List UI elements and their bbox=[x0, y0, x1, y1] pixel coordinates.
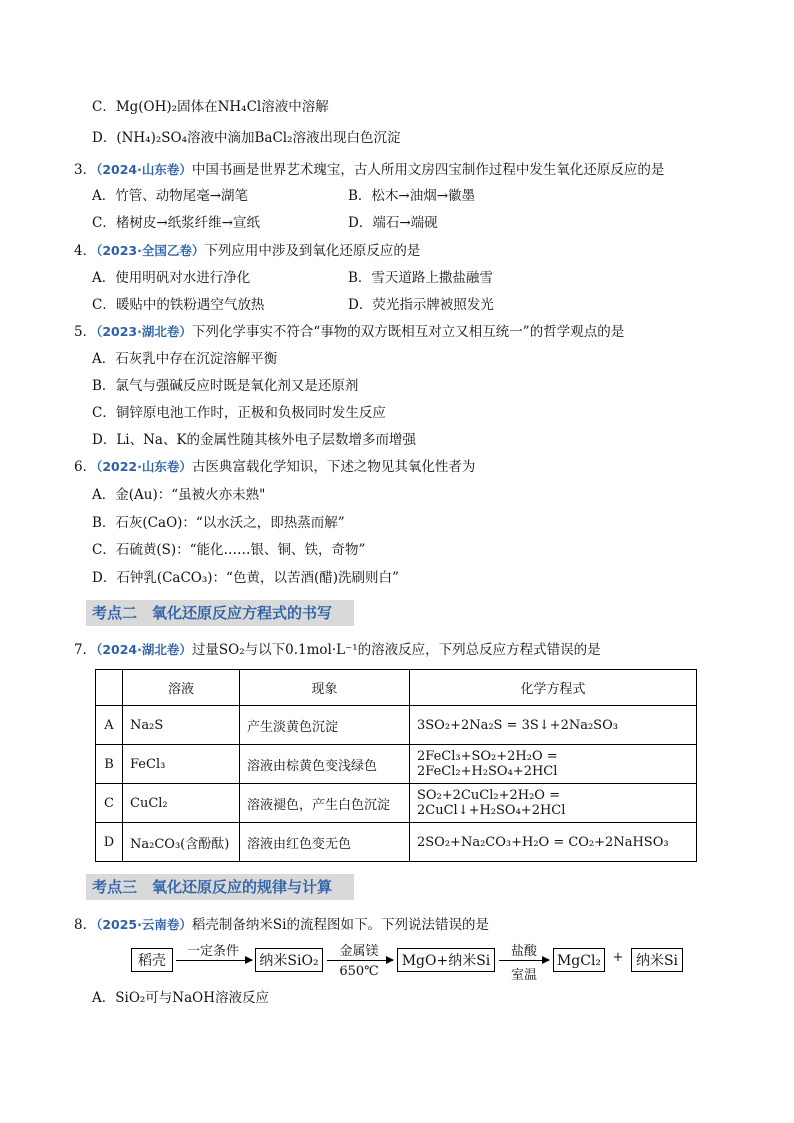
table-cell: 2FeCl₃+SO₂+2H₂O = 2FeCl₂+H₂SO₄+2HCl bbox=[410, 745, 697, 784]
table-cell: 2SO₂+Na₂CO₃+H₂O = CO₂+2NaHSO₃ bbox=[410, 823, 697, 862]
table-header-cell: 溶液 bbox=[123, 670, 240, 706]
table-cell: CuCl₂ bbox=[123, 784, 240, 823]
table-row bbox=[96, 823, 697, 862]
q6-number: 6． bbox=[74, 459, 97, 475]
table-header-row bbox=[96, 670, 697, 706]
q6-option-d: D．石钟乳(CaCO₃)：“色黄，以苦酒(醋)洗刷则白” bbox=[92, 570, 399, 586]
q3-option-c: C．楮树皮→纸浆纤维→宣纸 bbox=[92, 215, 260, 231]
q4-stem-line bbox=[74, 241, 420, 261]
table-cell: B bbox=[96, 745, 123, 784]
q6-option-b: B．石灰(CaO)：“以水沃之，即热蒸而解” bbox=[92, 515, 345, 531]
q2-option-d: D．(NH₄)₂SO₄溶液中滴加BaCl₂溶液出现白色沉淀 bbox=[92, 130, 401, 146]
q6-source: （2022·山东卷） bbox=[96, 459, 192, 474]
table-row bbox=[96, 784, 697, 823]
q5-stem-line bbox=[74, 322, 624, 342]
q8-source: （2025·云南卷） bbox=[96, 917, 192, 932]
flow-condition-2-bottom: 650℃ bbox=[339, 964, 379, 979]
flow-arrow-1 bbox=[176, 960, 252, 961]
q4-number: 4． bbox=[74, 243, 97, 259]
q6-stem-line bbox=[74, 457, 475, 477]
q4-stem: 下列应用中涉及到氧化还原反应的是 bbox=[204, 243, 421, 259]
section-heading-kd2: 考点二 氧化还原反应方程式的书写 bbox=[86, 600, 354, 626]
table-cell: C bbox=[96, 784, 123, 823]
section-heading-kd3: 考点三 氧化还原反应的规律与计算 bbox=[86, 874, 354, 900]
q6-option-c: C．石硫黄(S)：“能化……银、铜、铁，奇物” bbox=[92, 542, 366, 558]
q4-option-c: C．暖贴中的铁粉遇空气放热 bbox=[92, 297, 265, 313]
q7-table bbox=[95, 669, 697, 862]
q6-stem: 古医典富载化学知识，下述之物见其氧化性者为 bbox=[191, 459, 476, 475]
q5-option-d: D．Li、Na、K的金属性随其核外电子层数增多而增强 bbox=[92, 432, 417, 448]
table-cell: FeCl₃ bbox=[123, 745, 240, 784]
flow-box-rice-husk: 稻壳 bbox=[131, 948, 173, 972]
table-cell: A bbox=[96, 706, 123, 745]
table-cell: Na₂S bbox=[123, 706, 240, 745]
flow-arrow-3 bbox=[499, 960, 549, 961]
q8-number: 8． bbox=[74, 917, 97, 933]
table-row bbox=[96, 706, 697, 745]
flow-condition-3-bottom: 室温 bbox=[510, 968, 537, 983]
q5-option-a: A．石灰乳中存在沉淀溶解平衡 bbox=[92, 351, 278, 367]
q8-flow-diagram bbox=[0, 942, 794, 982]
flow-plus: + bbox=[612, 950, 624, 965]
table-header-cell: 化学方程式 bbox=[410, 670, 697, 706]
q4-option-b: B．雪天道路上撒盐融雪 bbox=[348, 270, 493, 286]
flow-arrow-2 bbox=[327, 960, 393, 961]
table-cell: 产生淡黄色沉淀 bbox=[240, 706, 410, 745]
table-cell: 溶液由红色变无色 bbox=[240, 823, 410, 862]
q7-stem-line bbox=[74, 640, 601, 660]
q8-stem-line bbox=[74, 915, 489, 935]
table-cell: SO₂+2CuCl₂+2H₂O = 2CuCl↓+H₂SO₄+2HCl bbox=[410, 784, 697, 823]
q5-number: 5． bbox=[74, 324, 97, 340]
q3-number: 3． bbox=[74, 162, 97, 178]
flow-condition-1: 一定条件 bbox=[186, 944, 239, 959]
q8-stem: 稻壳制备纳米Si的流程图如下。下列说法错误的是 bbox=[191, 917, 489, 933]
q3-source: （2024·山东卷） bbox=[96, 162, 192, 177]
q5-option-c: C．铜锌原电池工作时，正极和负极同时发生反应 bbox=[92, 405, 386, 421]
q6-option-a: A．金(Au)：“虽被火亦未熟" bbox=[92, 487, 266, 503]
q4-option-a: A．使用明矾对水进行净化 bbox=[92, 270, 251, 286]
q3-stem-line bbox=[74, 160, 664, 180]
q7-source: （2024·湖北卷） bbox=[96, 642, 192, 657]
flow-box-mgo-nano-si: MgO+纳米Si bbox=[397, 948, 495, 972]
table-row bbox=[96, 745, 697, 784]
flow-box-mgcl2: MgCl₂ bbox=[553, 948, 605, 972]
q3-option-b: B．松木→油烟→徽墨 bbox=[348, 188, 476, 204]
q7-stem: 过量SO₂与以下0.1mol·L⁻¹的溶液反应，下列总反应方程式错误的是 bbox=[191, 642, 601, 658]
q2-option-c: C．Mg(OH)₂固体在NH₄Cl溶液中溶解 bbox=[92, 99, 329, 115]
table-cell: Na₂CO₃(含酚酞) bbox=[123, 823, 240, 862]
table-cell: D bbox=[96, 823, 123, 862]
q5-source: （2023·湖北卷） bbox=[96, 324, 192, 339]
q3-option-a: A．竹管、动物尾毫→湖笔 bbox=[92, 188, 249, 204]
table-cell: 溶液褪色，产生白色沉淀 bbox=[240, 784, 410, 823]
q3-stem: 中国书画是世界艺术瑰宝，古人所用文房四宝制作过程中发生氧化还原反应的是 bbox=[191, 162, 665, 178]
table-header-cell: 现象 bbox=[240, 670, 410, 706]
table-cell: 3SO₂+2Na₂S = 3S↓+2Na₂SO₃ bbox=[410, 706, 697, 745]
q7-number: 7． bbox=[74, 642, 97, 658]
q8-option-a: A．SiO₂可与NaOH溶液反应 bbox=[92, 990, 269, 1006]
q5-stem: 下列化学事实不符合“事物的双方既相互对立又相互统一”的哲学观点的是 bbox=[191, 324, 625, 340]
q4-option-d: D．荧光指示牌被照发光 bbox=[348, 297, 494, 313]
table-cell: 溶液由棕黄色变浅绿色 bbox=[240, 745, 410, 784]
flow-box-nano-sio2: 纳米SiO₂ bbox=[255, 948, 323, 972]
q3-option-d: D．端石→端砚 bbox=[348, 215, 438, 231]
flow-condition-3-top: 盐酸 bbox=[510, 944, 537, 959]
q4-source: （2023·全国乙卷） bbox=[96, 243, 205, 258]
q5-option-b: B．氯气与强碱反应时既是氧化剂又是还原剂 bbox=[92, 378, 359, 394]
flow-box-nano-si: 纳米Si bbox=[631, 948, 683, 972]
table-header-cell bbox=[96, 670, 123, 706]
flow-condition-2-top: 金属镁 bbox=[339, 944, 379, 959]
